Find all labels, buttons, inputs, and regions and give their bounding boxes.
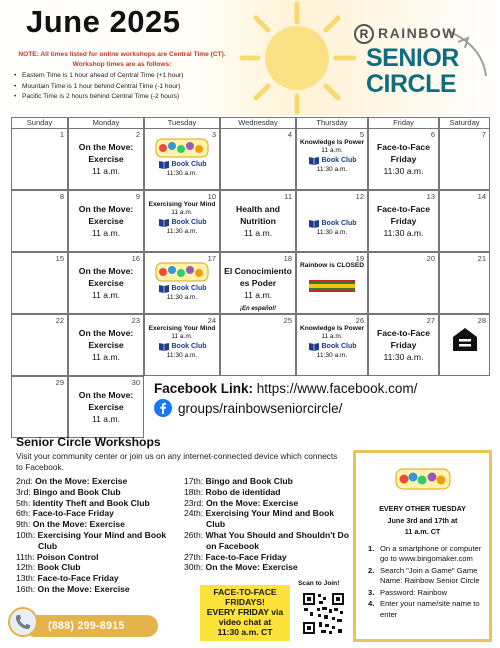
qr-code-icon[interactable]: [301, 591, 346, 636]
logo-r-mark: R: [354, 24, 374, 44]
event-title: Face-to-Face Friday: [376, 204, 430, 226]
workshop-item: [16, 573, 186, 584]
contact-label: Contact Us: [46, 609, 76, 615]
weekday-friday: Friday: [368, 117, 439, 129]
bingo-step: [368, 544, 484, 565]
day-number: 27: [426, 316, 435, 325]
book-club: [297, 219, 367, 228]
bingo-head-2: June 3rd and 17th at: [387, 515, 458, 525]
logo-senior: SENIOR: [366, 44, 459, 72]
event-title: Exercising Your Mind: [148, 325, 216, 332]
day-cell: [296, 314, 368, 376]
day-cell: [296, 252, 368, 314]
event-time: 11:30 a.m.: [166, 170, 198, 177]
f2f-line-1: FACE-TO-FACE: [213, 587, 277, 597]
bingo-logo-icon: [395, 467, 451, 491]
day-cell: [368, 190, 439, 252]
day-cell: [368, 252, 439, 314]
day-cell: [296, 128, 368, 190]
weekday-header: [11, 117, 490, 128]
day-number: 4: [287, 130, 292, 139]
event-time: 11 a.m.: [91, 228, 121, 238]
page-header: [0, 0, 500, 116]
event-time: 11:30 a.m.: [383, 352, 424, 362]
book-club-label: Book Club: [171, 343, 207, 350]
workshop-item: [184, 487, 349, 498]
book-icon: [158, 342, 170, 351]
day-cell: [439, 190, 490, 252]
workshop-item: [184, 530, 349, 552]
day-cell: [220, 314, 296, 376]
workshop-item: [16, 498, 186, 509]
calendar-week: [11, 252, 490, 314]
workshop-date: 9th:: [16, 519, 31, 530]
workshop-date: 13th:: [16, 573, 36, 584]
facebook-icon: [154, 399, 172, 417]
workshop-title: Bingo and Book Club: [205, 476, 293, 486]
book-icon: [158, 284, 170, 293]
day-number: 6: [430, 130, 435, 139]
weekday-saturday: Saturday: [439, 117, 490, 129]
workshop-date: 23rd:: [184, 497, 204, 508]
step-number: 4.: [368, 599, 375, 608]
facebook-url-part1[interactable]: https://www.facebook.com/: [256, 381, 418, 396]
day-number: 17: [207, 254, 216, 263]
book-icon: [158, 160, 170, 169]
event-title: El Conocimiento es Poder: [224, 266, 292, 288]
day-cell: [11, 376, 68, 438]
event-time: 11 a.m.: [91, 352, 121, 362]
book-icon: [308, 219, 320, 228]
event-time: 11 a.m.: [91, 290, 121, 300]
day-cell: [144, 252, 220, 314]
day-cell: [68, 252, 144, 314]
workshop-item: [16, 487, 186, 498]
june-calendar: [11, 117, 490, 438]
workshop-item: [16, 530, 186, 552]
day-number: 8: [59, 192, 64, 201]
f2f-line-3: EVERY FRIDAY via: [206, 607, 284, 617]
event-time: 11 a.m.: [321, 147, 343, 154]
workshop-title: On the Move: Exercise: [205, 497, 299, 508]
bingo-instructions-box: [353, 450, 492, 642]
calendar-week: [11, 376, 490, 438]
day-cell: [144, 314, 220, 376]
f2f-line-5: 11:30 a.m. CT: [217, 627, 273, 637]
workshop-title: What You Should and Shouldn't Do on Facebook: [205, 529, 350, 551]
event-time: 11 a.m.: [243, 228, 273, 238]
bingo-step: [368, 588, 484, 599]
day-number: 13: [426, 192, 435, 201]
book-club: [145, 342, 219, 351]
workshop-date: 5th:: [16, 497, 31, 508]
workshop-title: Poison Control: [36, 551, 99, 562]
timezone-eastern: • Eastern Time is 1 hour ahead of Central Time (+1 hour): [22, 71, 238, 82]
workshop-title: Book Club: [37, 562, 81, 573]
workshop-title: Exercising Your Mind and Book Club: [205, 508, 335, 530]
book-club-label: Book Club: [321, 157, 357, 164]
workshop-item: [16, 508, 186, 519]
workshop-title: Identity Theft and Book Club: [32, 497, 150, 508]
book-club-label: Book Club: [321, 220, 357, 227]
scan-label: Scan to Join!: [298, 580, 340, 587]
day-cell: [68, 376, 144, 438]
step-number: 3.: [368, 587, 375, 597]
workshop-date: 26th:: [184, 529, 204, 540]
closed-notice: Rainbow is CLOSED: [299, 262, 365, 269]
book-club-label: Book Club: [171, 285, 207, 292]
bingo-logo-icon: [155, 261, 209, 283]
contact-phone[interactable]: (888) 299-8915: [48, 620, 125, 632]
day-number: 21: [477, 254, 486, 263]
facebook-url-part2[interactable]: groups/rainbowseniorcircle/: [178, 400, 343, 416]
f2f-line-4: video chat at: [218, 617, 272, 627]
day-number: 15: [55, 254, 64, 263]
workshops-list-2: [184, 476, 349, 573]
day-number: 11: [284, 192, 292, 201]
facebook-link[interactable]: [154, 381, 490, 396]
workshop-item: [184, 508, 349, 530]
event-title: On the Move: Exercise: [78, 390, 134, 412]
book-club: [297, 156, 367, 165]
workshop-date: 24th:: [184, 508, 204, 519]
event-title: On the Move: Exercise: [78, 142, 134, 164]
workshop-title: On the Move: Exercise: [35, 476, 128, 486]
event-time: 11:30 a.m.: [383, 228, 424, 238]
calendar-week: [11, 314, 490, 376]
event-time: 11:30 a.m.: [166, 352, 198, 359]
workshop-title: On the Move: Exercise: [32, 519, 125, 530]
book-club-label: Book Club: [171, 161, 207, 168]
workshops-list-1: [16, 476, 186, 595]
workshop-date: 6th:: [16, 508, 31, 519]
workshop-title: Robo de identidad: [205, 486, 281, 497]
day-cell: [368, 314, 439, 376]
event-title: Health and Nutrition: [236, 204, 280, 226]
day-cell: [220, 190, 296, 252]
timezone-note: [6, 50, 238, 103]
note-line-1: NOTE: All times listed for online workshops are Central Time (CT).: [18, 51, 226, 58]
day-number: 16: [131, 254, 140, 263]
book-club: [145, 160, 219, 169]
workshop-title: Bingo and Book Club: [33, 486, 121, 497]
day-cell: [144, 128, 220, 190]
book-club-label: Book Club: [321, 343, 357, 350]
workshop-item: [184, 476, 349, 487]
event-time: 11 a.m.: [243, 290, 273, 300]
step-text: Password: Rainbow: [380, 587, 448, 597]
workshop-title: Face-to-Face Friday: [32, 508, 114, 519]
day-cell: [220, 252, 296, 314]
workshop-date: 11th:: [16, 551, 35, 562]
workshop-title: Face-to-Face Friday: [37, 573, 119, 584]
day-number: 18: [283, 254, 292, 263]
step-text: Enter your name/site name to enter: [380, 599, 480, 619]
day-cell: [439, 128, 490, 190]
day-number: 2: [135, 130, 140, 139]
day-number: 23: [131, 316, 140, 325]
day-cell: [296, 190, 368, 252]
day-number: 9: [135, 192, 140, 201]
step-text: Search "Join a Game" Game Name: Rainbow Senior Circle: [380, 565, 480, 585]
workshop-title: Face-to-Face Friday: [205, 551, 287, 562]
day-number: 24: [207, 316, 216, 325]
event-title: Exercising Your Mind: [148, 201, 216, 208]
workshop-date: 17th:: [184, 476, 204, 486]
weekday-tuesday: Tuesday: [144, 117, 220, 129]
day-cell: [11, 128, 68, 190]
day-number: 22: [55, 316, 64, 325]
day-number: 26: [355, 316, 364, 325]
day-cell: [11, 252, 68, 314]
event-title: On the Move: Exercise: [78, 204, 134, 226]
workshop-title: On the Move: Exercise: [205, 562, 298, 573]
day-number: 25: [283, 316, 292, 325]
facebook-label: Facebook Link:: [154, 381, 254, 396]
workshop-item: [16, 519, 186, 530]
logo-rainbow: RAINBOW: [378, 25, 457, 41]
event-time: 11:30 a.m.: [316, 166, 348, 173]
timezone-pacific: • Pacific Time is 2 hours behind Central Time (-2 hours): [22, 92, 238, 103]
event-title: On the Move: Exercise: [78, 328, 134, 350]
logo-circle: CIRCLE: [366, 70, 457, 98]
bingo-step: [368, 566, 484, 587]
workshops-title: Senior Circle Workshops: [16, 435, 161, 449]
step-text: On a smartphone or computer go to www.bingomaker.com: [380, 543, 482, 563]
facebook-link-area: [154, 381, 490, 417]
juneteenth-banner-icon: [307, 277, 357, 295]
bingo-steps: [368, 544, 484, 621]
book-club: [145, 218, 219, 227]
event-title: Knowledge Is Power: [299, 139, 365, 146]
bingo-step: [368, 599, 484, 620]
workshop-item: [16, 562, 186, 573]
event-title: On the Move: Exercise: [78, 266, 134, 288]
day-number: 28: [477, 316, 486, 325]
spanish-note: ¡En español!: [239, 306, 276, 312]
workshop-title: On the Move: Exercise: [37, 583, 130, 594]
event-time: 11:30 a.m.: [166, 228, 198, 235]
workshop-date: 12th:: [16, 562, 36, 573]
equal-housing-opportunity-icon: [451, 325, 479, 353]
day-cell: [11, 314, 68, 376]
workshop-item: [184, 498, 349, 509]
event-time: 11 a.m.: [171, 209, 193, 216]
weekday-monday: Monday: [68, 117, 144, 129]
day-number: 30: [131, 378, 140, 387]
sun-icon: [232, 0, 362, 116]
workshop-item: [184, 552, 349, 563]
day-cell: [144, 190, 220, 252]
workshops-intro: Visit your community center or join us on any internet-connected device which connects to Facebook.: [16, 451, 338, 472]
bingo-schedule: [356, 503, 489, 538]
day-number: 3: [211, 130, 216, 139]
face-to-face-box: [200, 585, 290, 641]
workshop-item: [184, 562, 349, 573]
book-icon: [308, 156, 320, 165]
facebook-link-line2[interactable]: [154, 399, 490, 417]
day-number: 14: [477, 192, 486, 201]
book-icon: [308, 342, 320, 351]
book-club: [145, 284, 219, 293]
timezone-list: [6, 71, 238, 103]
calendar-week: [11, 128, 490, 190]
bingo-logo-icon: [155, 137, 209, 159]
event-time: 11:30 a.m.: [316, 352, 348, 359]
day-cell: [439, 252, 490, 314]
event-time: 11 a.m.: [171, 333, 193, 340]
day-number: 10: [207, 192, 216, 201]
day-number: 1: [59, 130, 64, 139]
bingo-head-1: EVERY OTHER TUESDAY: [379, 504, 466, 513]
phone-badge: [8, 607, 38, 637]
bingo-head-3: 11 a.m. CT: [404, 527, 441, 536]
workshop-date: 30th:: [184, 562, 204, 573]
day-cell: [368, 128, 439, 190]
page-title: June 2025: [26, 4, 181, 39]
day-cell: [439, 314, 490, 376]
contact-us-button[interactable]: [8, 605, 156, 639]
workshop-date: 10th:: [16, 529, 36, 540]
f2f-line-2: FRIDAYS!: [225, 597, 265, 607]
event-time: 11 a.m.: [91, 166, 121, 176]
weekday-wednesday: Wednesday: [220, 117, 296, 129]
day-cell: [68, 128, 144, 190]
phone-icon: [10, 609, 36, 635]
day-number: 12: [355, 192, 364, 201]
workshop-item: [16, 552, 186, 563]
step-number: 2.: [368, 565, 375, 575]
workshop-item: [16, 476, 186, 487]
day-number: 20: [426, 254, 435, 263]
event-time: 11 a.m.: [321, 333, 343, 340]
weekday-thursday: Thursday: [296, 117, 368, 129]
book-club-label: Book Club: [171, 219, 207, 226]
workshop-date: 16th:: [16, 583, 36, 594]
workshop-date: 2nd:: [16, 476, 33, 486]
book-icon: [158, 218, 170, 227]
day-number: 29: [55, 378, 64, 387]
weekday-sunday: Sunday: [11, 117, 68, 129]
event-title: Face-to-Face Friday: [376, 328, 430, 350]
step-number: 1.: [368, 543, 375, 553]
day-cell: [68, 314, 144, 376]
calendar-week: [11, 190, 490, 252]
event-title: Face-to-Face Friday: [376, 142, 430, 164]
note-line-2: Workshop times are as follows:: [72, 61, 172, 68]
workshop-date: 3rd:: [16, 486, 31, 497]
event-time: 11 a.m.: [91, 414, 121, 424]
day-cell: [11, 190, 68, 252]
workshop-date: 18th:: [184, 486, 204, 497]
day-number: 7: [481, 130, 486, 139]
rainbow-senior-circle-logo: [354, 24, 494, 102]
event-time: 11:30 a.m.: [166, 294, 198, 301]
timezone-mountain: • Mountain Time is 1 hour behind Central Time (-1 hour): [22, 82, 238, 93]
event-time: 11:30 a.m.: [383, 166, 424, 176]
book-club: [297, 342, 367, 351]
workshop-date: 27th:: [184, 551, 204, 562]
day-number: 5: [359, 130, 364, 139]
day-cell: [220, 128, 296, 190]
day-cell: [68, 190, 144, 252]
workshop-title: Exercising Your Mind and Book Club: [37, 529, 167, 551]
workshop-item: [16, 584, 186, 595]
day-number: 19: [355, 254, 364, 263]
event-time: 11:30 a.m.: [316, 229, 348, 236]
event-title: Knowledge Is Power: [299, 325, 365, 332]
